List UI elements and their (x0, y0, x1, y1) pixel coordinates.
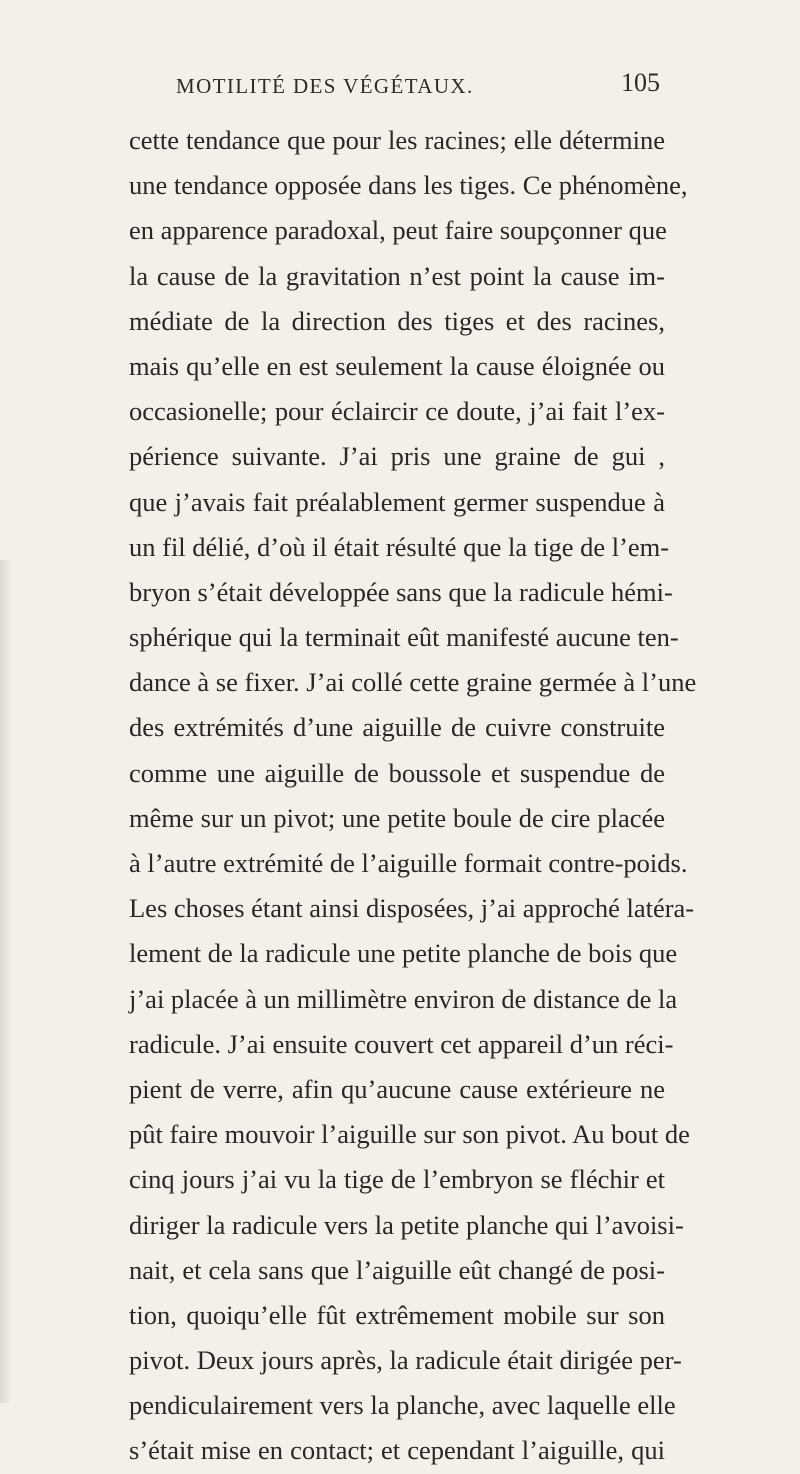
text-line: cette tendance que pour les racines; elle détermine (129, 125, 665, 155)
page-gutter-shadow (0, 560, 12, 1403)
page-header (176, 68, 660, 108)
text-line: dance à se fixer. J’ai collé cette graine germée à l’une (129, 667, 697, 698)
text-line: la cause de la gravitation n’est point la cause im- (129, 260, 665, 291)
text-line: à l’autre extrémité de l’aiguille formait contre-poids. (129, 848, 688, 878)
text-line: Les choses étant ainsi disposées, j’ai approché latéra- (129, 893, 695, 924)
text-line: une tendance opposée dans les tiges. Ce phénomène, (129, 170, 688, 201)
text-line: comme une aiguille de boussole et suspendue de (129, 757, 665, 788)
text-line: s’était mise en contact; et cependant l’aiguille, qui (129, 1435, 665, 1466)
body-text (129, 118, 697, 1474)
text-line: un fil délié, d’où il était résulté que la tige de l’em- (129, 531, 670, 562)
text-line: lement de la radicule une petite planche de bois que (129, 938, 678, 969)
text-line: occasionelle; pour éclaircir ce doute, j’ai fait l’ex- (129, 396, 665, 427)
text-line: pient de verre, afin qu’aucune cause extérieure ne (129, 1073, 665, 1104)
text-line: même sur un pivot; une petite boule de cire placée (129, 802, 665, 833)
text-line: cinq jours j’ai vu la tige de l’embryon se fléchir et (129, 1164, 665, 1195)
text-line: sphérique qui la terminait eût manifesté aucune ten- (129, 622, 679, 653)
text-line: médiate de la direction des tiges et des racines, (129, 305, 665, 336)
text-line: pût faire mouvoir l’aiguille sur son pivot. Au bout de (129, 1119, 690, 1150)
page-number: 105 (621, 68, 660, 97)
text-line: périence suivante. J’ai pris une graine de gui , (129, 441, 665, 472)
text-line: tion, quoiqu’elle fût extrêmement mobile sur son (129, 1299, 665, 1330)
text-line: radicule. J’ai ensuite couvert cet appareil d’un réci- (129, 1028, 674, 1059)
text-line: nait, et cela sans que l’aiguille eût changé de posi- (129, 1254, 665, 1285)
text-line: bryon s’était développée sans que la radicule hémi- (129, 576, 673, 607)
text-line: des extrémités d’une aiguille de cuivre construite (129, 712, 665, 743)
text-line: en apparence paradoxal, peut faire soupçonner que (129, 215, 667, 246)
running-head: MOTILITÉ DES VÉGÉTAUX. (176, 74, 474, 98)
text-line: pendiculairement vers la planche, avec laquelle elle (129, 1390, 676, 1421)
text-line: diriger la radicule vers la petite planche qui l’avoisi- (129, 1209, 684, 1240)
text-line: j’ai placée à un millimètre environ de distance de la (129, 983, 678, 1014)
text-line: mais qu’elle en est seulement la cause éloignée ou (129, 350, 665, 381)
text-line: que j’avais fait préalablement germer suspendue à (129, 486, 665, 517)
text-line: pivot. Deux jours après, la radicule était dirigée per- (129, 1345, 682, 1376)
